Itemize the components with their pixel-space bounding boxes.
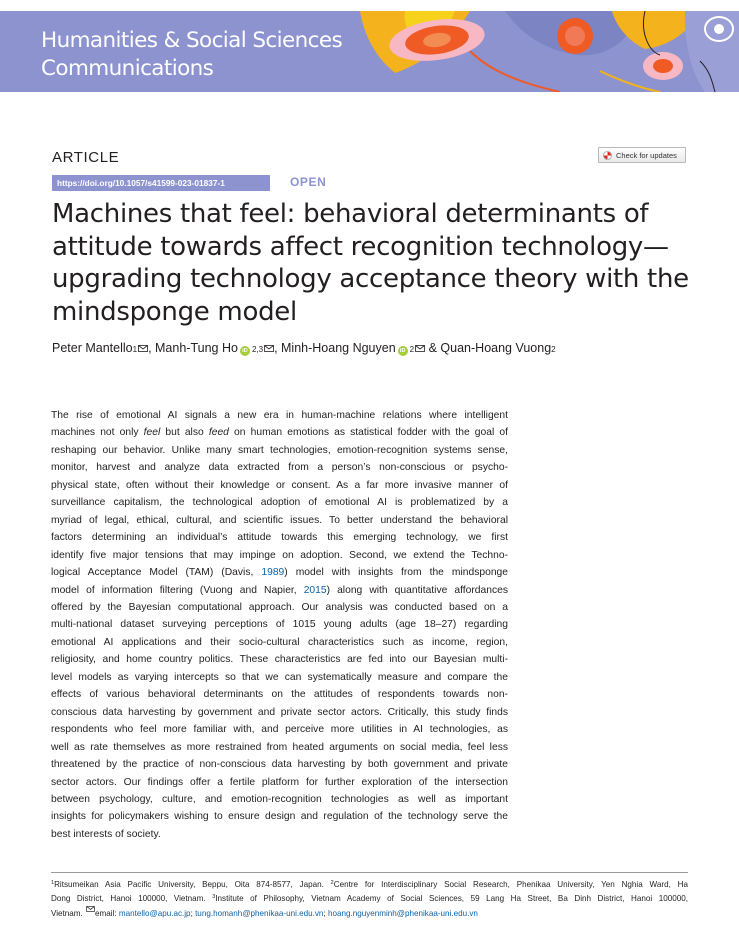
text-line [51,704,508,721]
text-run: reshaping our behavior. Unlike many smart technologies, emotion-recognition systems sense, [51,444,508,456]
affiliation-number: 3 [212,894,216,901]
text-line [51,686,508,703]
text-run: ) model with insights from the mindsponge [284,567,508,579]
check-updates-icon [603,151,612,160]
text-run: ; [323,908,328,918]
inline-link[interactable]: mantello@apu.ac.jp [118,908,191,918]
check-for-updates-button[interactable] [598,147,686,163]
text-line [51,651,508,668]
author-affiliation-marker: 2 [409,345,415,354]
text-line [51,616,508,633]
orcid-icon[interactable]: iD [240,346,250,356]
text-run: on human emotions as statistical fodder with the goal of [228,427,508,439]
text-run: respondents who feel more familiar with, and perceive more utilities in AI technologies, as [51,724,508,736]
text-run: between psychology, culture, and emotion-recognition technologies as well as important [51,793,508,805]
author-name[interactable]: Manh-Tung Ho [155,341,238,355]
inline-link[interactable]: 1989 [261,567,285,579]
text-run: logical Acceptance Model (TAM) (Davis, [51,567,262,579]
text-run: email: [95,908,119,918]
inline-link[interactable]: 2015 [303,584,327,596]
author-affiliation-marker: 1 [132,345,138,354]
text-line [51,477,508,494]
text-run: monitor, harvest and analyze data extracted from a person’s non-conscious or psycho- [51,462,508,474]
text-line [51,547,508,564]
text-run: physical state, often without their knowledge or consent. As a far more invasive manner of [51,479,508,491]
check-updates-label: Check for updates [616,150,677,160]
author-name[interactable]: Minh-Hoang Nguyen [281,341,396,355]
text-line [51,424,508,441]
author-affiliation-marker: 2 [551,345,556,354]
emphasis-text: feel [143,427,161,439]
text-run: effects of various behavioral determinants on the attitudes of respondents towards non- [51,689,508,701]
text-line [51,906,688,920]
text-run: well as rate themselves as more restrained from heated arguments on social media, feel less [51,741,508,753]
text-line [51,791,508,808]
author-list [52,341,556,356]
text-run: sector actors. Our findings offer a fertile platform for further exploration of the intersection [51,776,508,788]
emphasis-text: feed [208,427,229,439]
text-run: ) along with quantitative affordances [326,584,508,596]
text-line [51,774,508,791]
author-separator: & [425,341,441,355]
text-line [51,756,508,773]
text-run: machines not only [51,427,144,439]
abstract [51,407,508,843]
affiliation-number: 2 [330,880,334,886]
article-type-label: ARTICLE [52,149,120,166]
author-affiliation-marker: 2,3 [251,345,264,354]
author-name[interactable]: Peter Mantello [52,341,133,355]
text-line [51,407,508,424]
email-icon[interactable] [138,345,148,352]
footnote-divider [51,872,688,873]
author-name[interactable]: Quan-Hoang Vuong [440,341,552,355]
text-run: identify five major tensions that may impinge on adoption. Second, we extend the Techno- [51,549,508,561]
text-line [51,721,508,738]
author-separator: , [274,341,282,355]
text-run: conscious data harvesting by government and private sector actors. Critically, this study finds [51,706,508,718]
text-line [51,529,508,546]
article-title: Machines that feel: behavioral determinants of attitude towards affect recognition technology—upgrading technology acceptance theory with the mindsponge model [52,199,689,327]
text-run: multi-national dataset surveying perceptions of 1015 young adults (age 18–27) regarding [51,619,508,631]
text-line [51,459,508,476]
text-run: religiosity, and home country politics. These characteristics are fed into our Bayesian multi- [51,654,508,666]
inline-link[interactable]: tung.homanh@phenikaa-uni.edu.vn [195,908,324,918]
affiliation-number: 1 [51,880,55,886]
text-run: myriad of legal, ethical, cultural, and scientific issues. To better understand the behavioral [51,514,508,526]
text-run: offered by the Bayesian computational approach. Our analysis was conducted based on a [51,601,508,613]
text-line [51,891,688,905]
text-line [51,512,508,529]
text-line [51,564,508,581]
text-run: insights for policymakers wishing to ensure design and regulation of the technology serve the [51,811,508,823]
text-run: emotional AI applications and their socio-cultural characteristics such as income, region, [51,636,508,648]
affiliations-footnote [51,877,688,920]
text-line [51,599,508,616]
text-line [51,582,508,599]
text-line [51,877,688,891]
journal-banner [0,11,739,92]
text-run: ; [190,908,196,918]
text-run: model of information filtering (Vuong and Napier, [51,584,304,596]
text-line [51,669,508,686]
text-run: surveillance capitalism, the technological adoption of emotional AI is problematized by a [51,497,508,509]
text-run: threatened by the practice of non-conscious data harvesting by both government and private [51,759,508,771]
text-run: The rise of emotional AI signals a new era in human-machine relations where intelligent [51,410,508,421]
text-line [51,808,508,825]
text-run: Centre for Interdisciplinary Social Research, Phenikaa University, Yen Nghia Ward, Ha [333,880,688,889]
email-icon[interactable] [86,906,95,912]
text-run: factors determining an individual’s attitude towards this emerging technology, we first [51,532,508,544]
text-run: Vietnam. [51,908,86,918]
text-run: Ritsumeikan Asia Pacific University, Beppu, Oita 874-8577, Japan. [54,880,331,889]
orcid-icon[interactable]: iD [398,346,408,356]
text-run: but also [160,427,209,439]
author-separator: , [148,341,156,355]
email-icon[interactable] [264,345,274,352]
open-access-badge: OPEN [290,175,327,189]
text-line [51,494,508,511]
inline-link[interactable]: hoang.nguyenminh@phenikaa-uni.edu.vn [327,908,478,918]
text-run: Institute of Philosophy, Vietnam Academy of Social Sciences, 59 Lang Ha Street, Ba Dinh District, Hanoi 100000, [215,894,688,904]
text-run: Dong District, Hanoi 100000, Vietnam. [51,894,213,904]
text-run: level models as varying intercepts so that we can systematically measure and compare the [51,671,508,683]
text-line [51,739,508,756]
text-run: best interests of society. [51,828,161,840]
journal-title[interactable]: Humanities & Social Sciences Communications [41,28,343,81]
text-line [51,826,508,843]
text-line [51,442,508,459]
text-line [51,634,508,651]
email-icon[interactable] [415,345,425,352]
doi-link[interactable]: https://doi.org/10.1057/s41599-023-01837-1 [52,175,270,191]
